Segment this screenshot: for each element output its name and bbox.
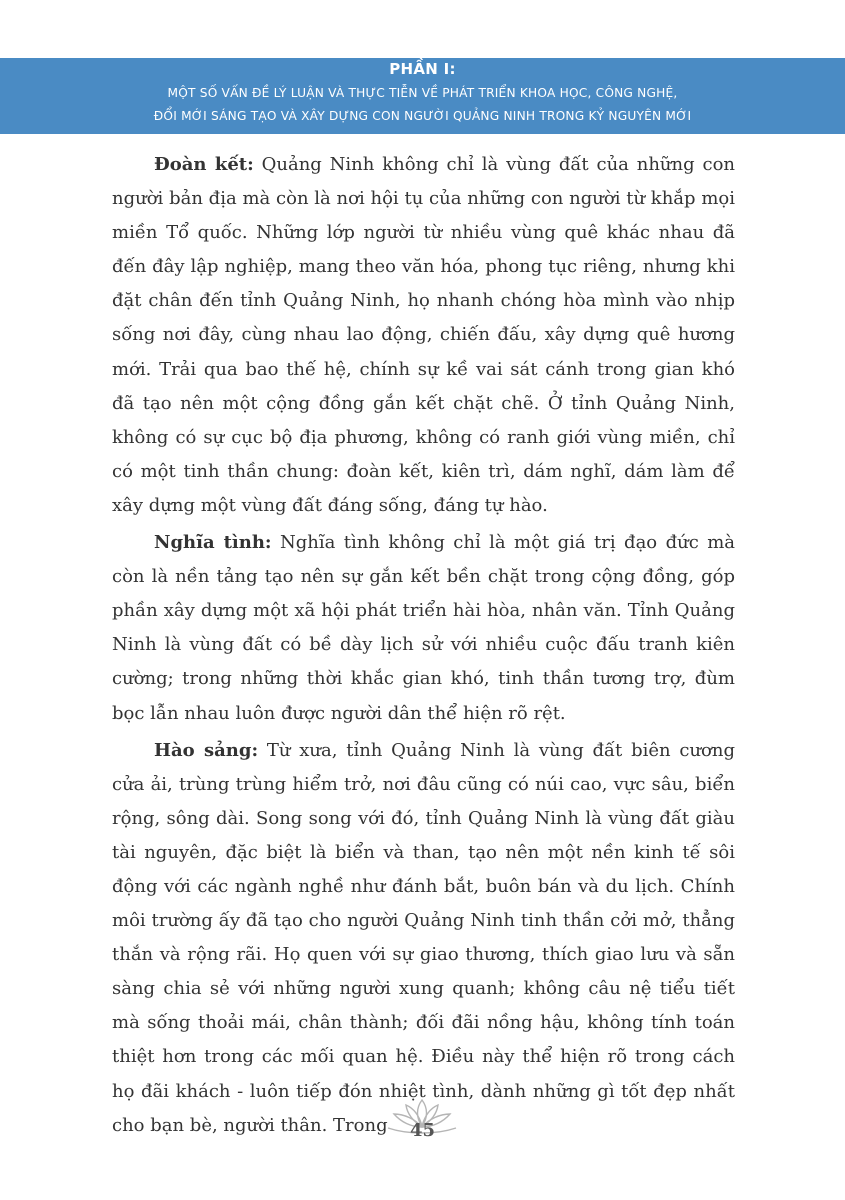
paragraph-lead: Hào sảng:: [154, 739, 259, 761]
paragraph-doan-ket: [112, 148, 735, 523]
paragraph-text: Quảng Ninh không chỉ là vùng đất của những con người bản địa mà còn là nơi hội tụ của những con người từ khắp mọi miền Tổ quốc. Những lớp người từ nhiều vùng quê khác nhau đã đến đây lập nghiệp, mang theo văn hóa, phong tục riêng, nhưng khi đặt chân đến tỉnh Quảng Ninh, họ nhanh chóng hòa mình vào nhịp sống nơi đây, cùng nhau lao động, chiến đấu, xây dựng quê hương mới. Trải qua bao thế hệ, chính sự kề vai sát cánh trong gian khó đã tạo nên một cộng đồng gắn kết chặt chẽ. Ở tỉnh Quảng Ninh, không có sự cục bộ địa phương, không có ranh giới vùng miền, chỉ có một tinh thần chung: đoàn kết, kiên trì, dám nghĩ, dám làm để xây dựng một vùng đất đáng sống, đáng tự hào.: [112, 154, 735, 516]
paragraph-text: Nghĩa tình không chỉ là một giá trị đạo đức mà còn là nền tảng tạo nên sự gắn kết bền chặt trong cộng đồng, góp phần xây dựng một xã hội phát triển hài hòa, nhân văn. Tỉnh Quảng Ninh là vùng đất có bề dày lịch sử với nhiều cuộc đấu tranh kiên cường; trong những thời khắc gian khó, tinh thần tương trợ, đùm bọc lẫn nhau luôn được người dân thể hiện rõ rệt.: [112, 532, 735, 724]
section-title-line-1: MỘT SỐ VẤN ĐỀ LÝ LUẬN VÀ THỰC TIỄN VỀ PHÁT TRIỂN KHOA HỌC, CÔNG NGHỆ,: [167, 86, 678, 100]
section-header-banner: [0, 58, 845, 134]
page-number: 45: [409, 1120, 436, 1141]
section-title-line-2: ĐỔI MỚI SÁNG TẠO VÀ XÂY DỰNG CON NGƯỜI QUẢNG NINH TRONG KỶ NGUYÊN MỚI: [153, 109, 692, 123]
body-text: [112, 148, 735, 1146]
page-footer: [0, 1098, 845, 1158]
paragraph-lead: Nghĩa tình:: [154, 532, 272, 554]
paragraph-text: Từ xưa, tỉnh Quảng Ninh là vùng đất biên cương cửa ải, trùng trùng hiểm trở, nơi đâu cũng có núi cao, vực sâu, biển rộng, sông dài. Song song với đó, tỉnh Quảng Ninh là vùng đất giàu tài nguyên, đặc biệt là biển và than, tạo nên một nền kinh tế sôi động với các ngành nghề như đánh bắt, buôn bán và du lịch. Chính môi trường ấy đã tạo cho người Quảng Ninh tinh thần cởi mở, thẳng thắn và rộng rãi. Họ quen với sự giao thương, thích giao lưu và sẵn sàng chia sẻ với những người xung quanh; không câu nệ tiểu tiết mà sống thoải mái, chân thành; đối đãi nồng hậu, không tính toán thiệt hơn trong các mối quan hệ. Điều này thể hiện rõ trong cách họ đãi khách - luôn tiếp đón nhiệt tình, dành những gì tốt đẹp nhất cho bạn bè, người thân. Trong: [112, 739, 735, 1136]
paragraph-lead: Đoàn kết:: [154, 154, 254, 175]
paragraph-hao-sang: [112, 734, 735, 1143]
paragraph-nghia-tinh: [112, 526, 735, 731]
part-title: PHẦN I:: [389, 60, 456, 78]
